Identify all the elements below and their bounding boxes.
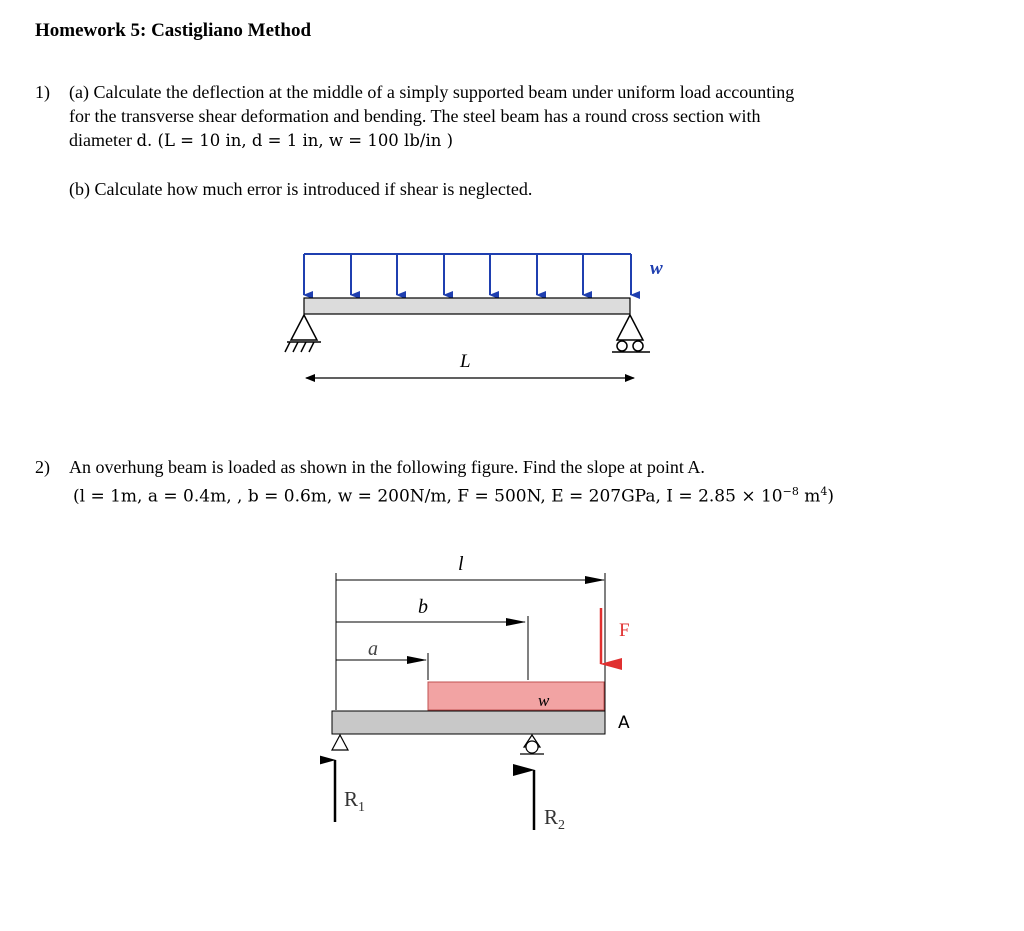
roller-support-right <box>612 315 650 352</box>
problem1-part-a-line3-text: diameter <box>69 130 132 150</box>
problem2-exponent: −8 <box>782 485 799 498</box>
figure2-overhung-beam <box>320 540 660 840</box>
dimension-label-l: l <box>458 553 464 575</box>
page-title: Homework 5: Castigliano Method <box>35 20 312 41</box>
problem1-parameters: d. (L = 10 in, d = 1 in, w = 100 lb/in ) <box>136 131 454 150</box>
problem2-parameters <box>73 480 834 509</box>
load-label-w: w <box>650 258 663 279</box>
problem1-part-a-line2: for the transverse shear deformation and bending. The steel beam has a round cross section with <box>69 106 761 126</box>
problem2-parameters-main: (l = 1m, a = 0.4m, , b = 0.6m, w = 200N/m, F = 500N, E = 207GPa, I = 2.85 × 10 <box>73 486 783 507</box>
problem2-close-paren: ) <box>827 486 834 507</box>
dimension-label-a: a <box>368 638 378 660</box>
force-label-F: F <box>619 620 630 641</box>
roller-support-right <box>520 735 544 754</box>
figure1-simply-supported-beam <box>270 240 690 400</box>
pin-support-left <box>332 735 348 750</box>
distributed-load-block <box>428 682 604 710</box>
problem2-statement: An overhung beam is loaded as shown in the following figure. Find the slope at point A. <box>69 457 705 477</box>
uniform-load <box>304 254 631 295</box>
point-label-A: A <box>618 713 630 733</box>
problem1-part-a-line3 <box>69 128 453 153</box>
dimension-label-b: b <box>418 596 428 618</box>
beam <box>332 711 605 734</box>
problem2-unit-exponent: 4 <box>820 485 828 498</box>
beam <box>304 298 630 314</box>
load-label-w: w <box>538 691 550 710</box>
reaction-label-R2: $R_2$ <box>544 805 566 833</box>
problem2-number: 2) <box>35 457 50 477</box>
problem1-number: 1) <box>35 82 50 102</box>
problem2-unit: m <box>798 486 821 507</box>
pin-support-left <box>285 315 321 352</box>
reaction-label-R1: $R_1$ <box>344 787 366 815</box>
span-label-L: L <box>460 351 471 372</box>
problem1-part-b: (b) Calculate how much error is introduced if shear is neglected. <box>69 179 533 199</box>
problem1-part-a-line1: (a) Calculate the deflection at the middle of a simply supported beam under uniform load accounting <box>69 82 795 102</box>
